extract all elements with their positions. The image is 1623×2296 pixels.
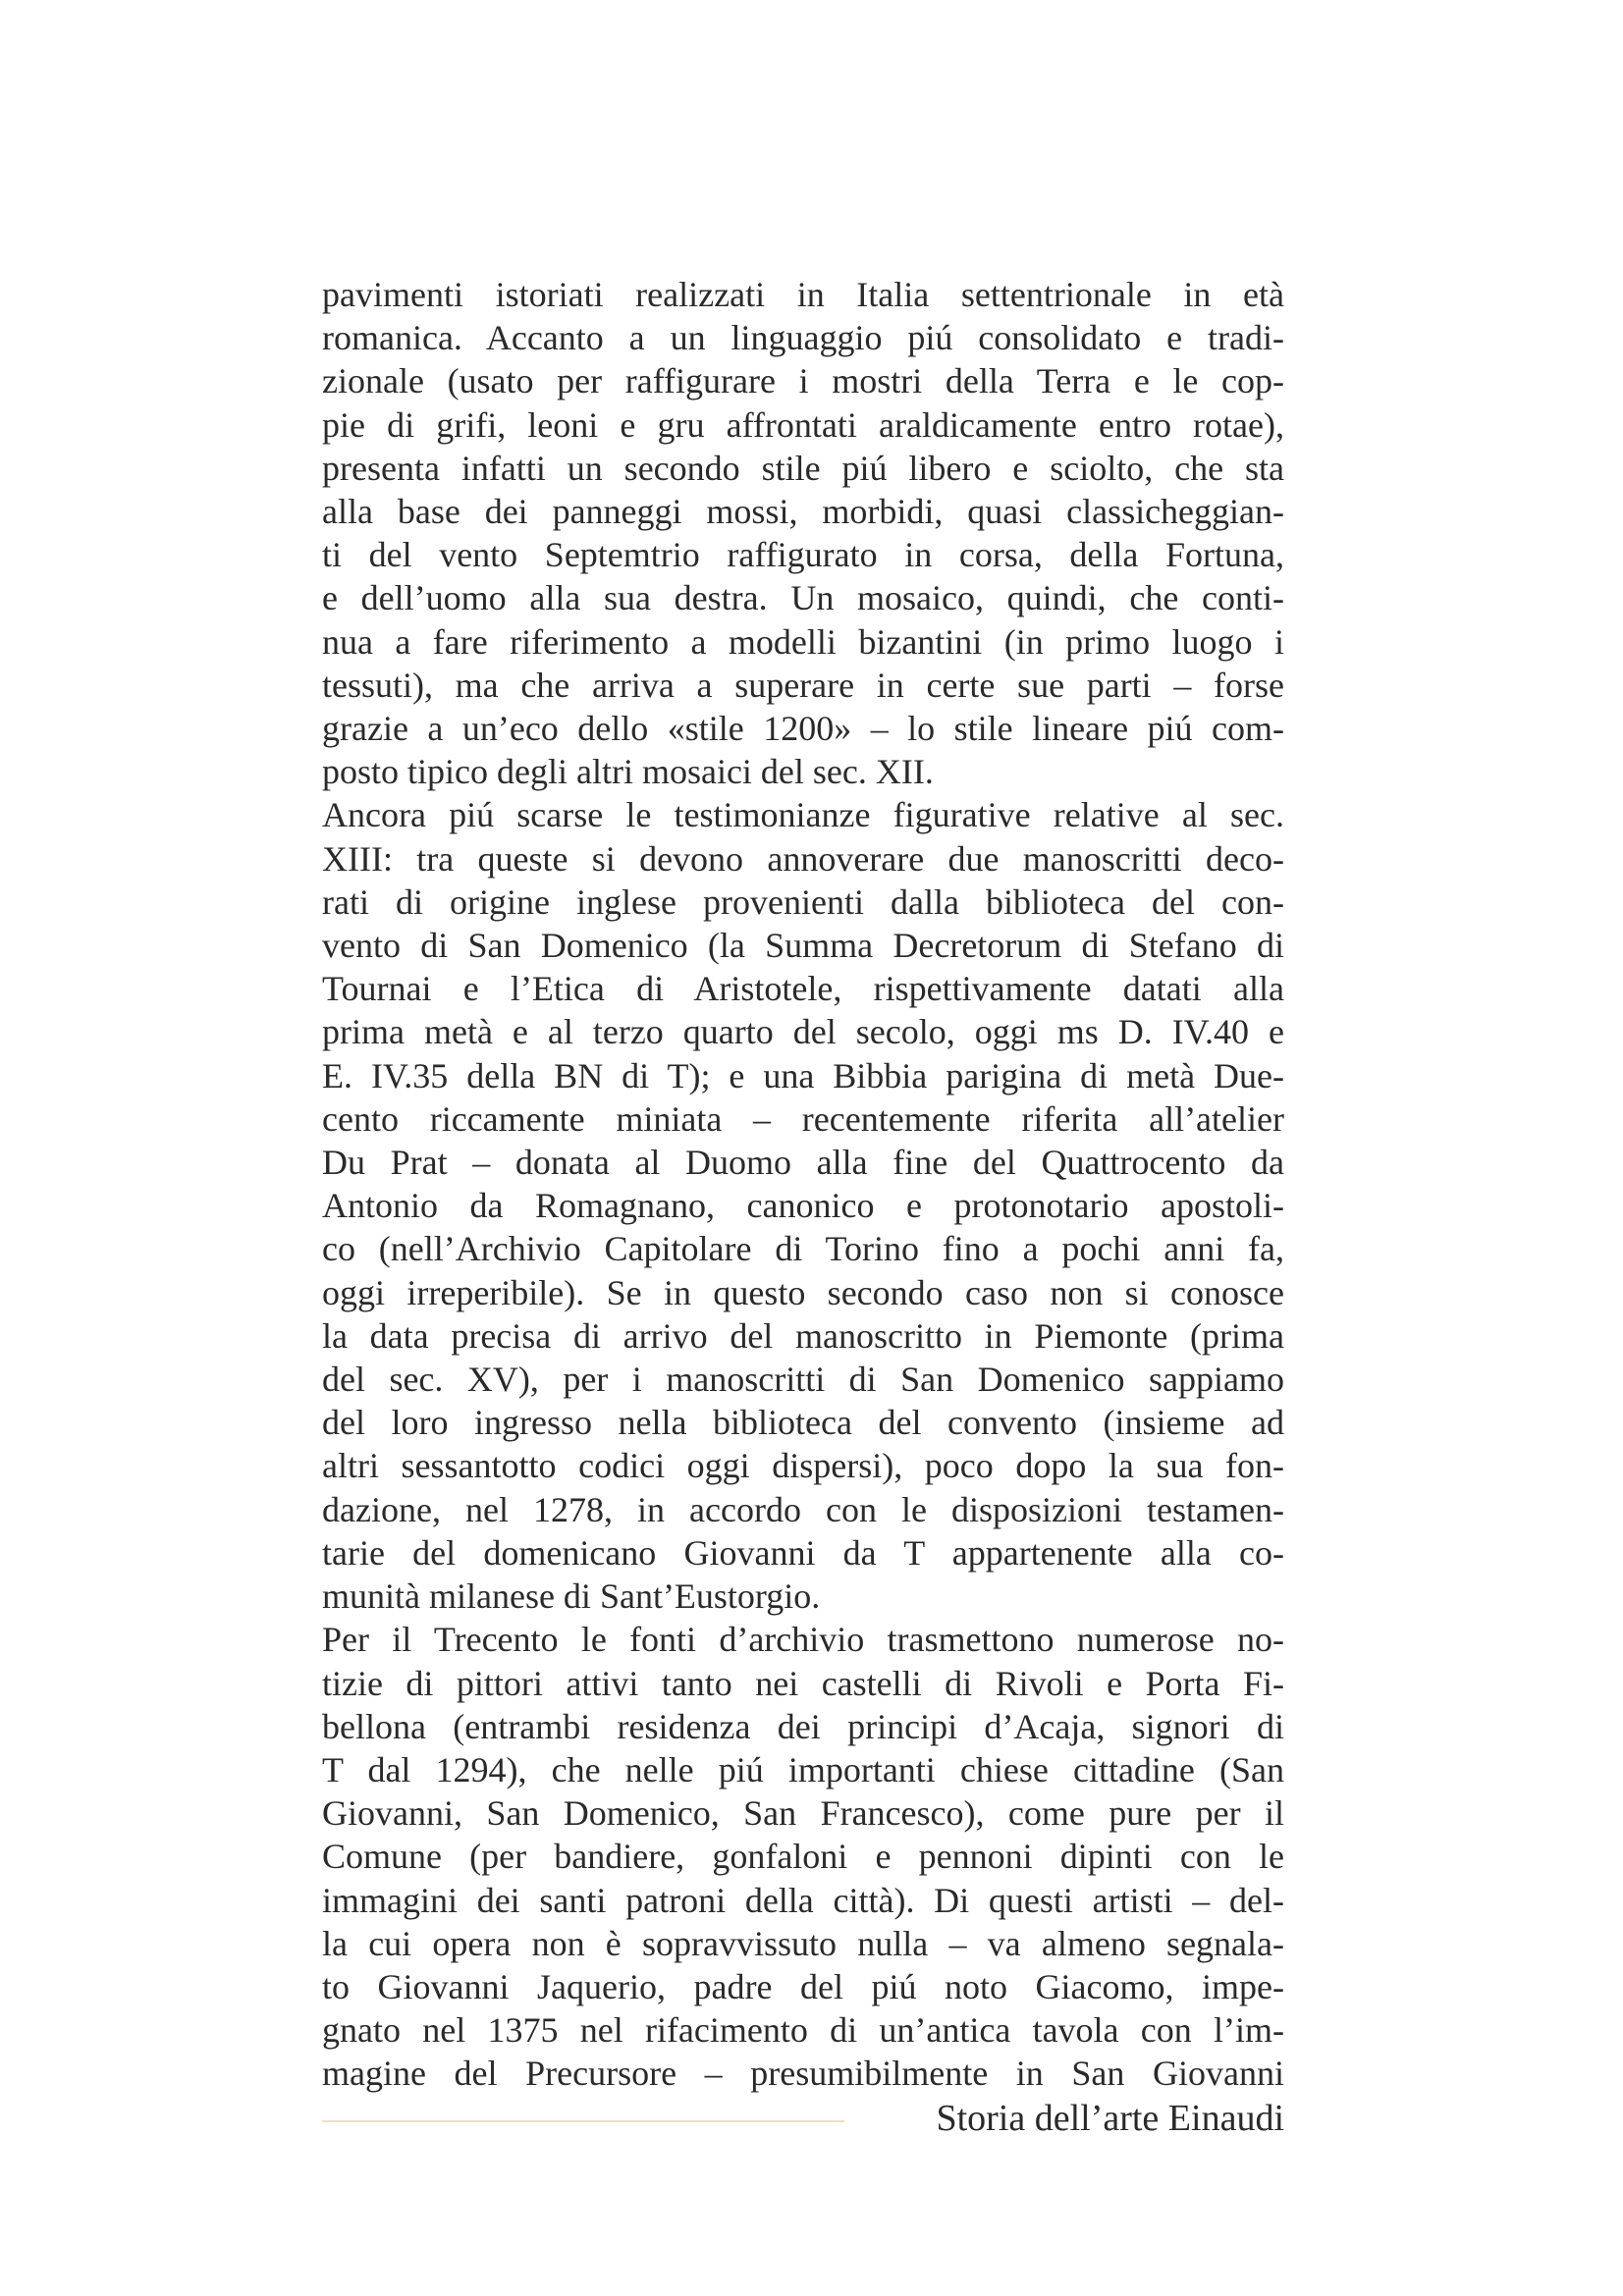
text-line: nua a fare riferimento a modelli bizantini (in primo luogo i <box>322 621 1284 662</box>
text-line: la data precisa di arrivo del manoscritto in Piemonte (prima <box>322 1315 1284 1356</box>
text-line: pavimenti istoriati realizzati in Italia settentrionale in età <box>322 275 1284 314</box>
text-line: Du Prat – donata al Duomo alla fine del Quattrocento da <box>322 1143 1284 1183</box>
text-line: tizie di pittori attivi tanto nei castelli di Rivoli e Porta Fi- <box>322 1663 1284 1703</box>
text-line: Ancora piú scarse le testimonianze figurative relative al sec. <box>322 795 1284 835</box>
text-line: grazie a un’eco dello «stile 1200» – lo stile lineare piú com- <box>322 709 1284 749</box>
text-line: XIII: tra queste si devono annoverare due manoscritti deco- <box>322 838 1284 879</box>
text-line: to Giovanni Jaquerio, padre del piú noto Giacomo, impe- <box>322 1966 1284 2006</box>
text-line: E. IV.35 della BN di T); e una Bibbia parigina di metà Due- <box>322 1055 1284 1095</box>
text-line: la cui opera non è sopravvissuto nulla – va almeno segnala- <box>322 1923 1284 1963</box>
text-line: immagini dei santi patroni della città). Di questi artisti – del- <box>322 1880 1284 1920</box>
text-line: Per il Trecento le fonti d’archivio trasmettono numerose no- <box>322 1620 1284 1660</box>
text-line: Comune (per bandiere, gonfaloni e pennoni dipinti con le <box>322 1837 1284 1877</box>
body-text <box>322 273 1284 2096</box>
text-line: altri sessantotto codici oggi dispersi), poco dopo la sua fon- <box>322 1446 1284 1486</box>
text-line: tarie del domenicano Giovanni da T appartenente alla co- <box>322 1532 1284 1573</box>
text-line: co (nell’Archivio Capitolare di Torino fino a pochi anni fa, <box>322 1229 1284 1269</box>
text-line: zionale (usato per raffigurare i mostri della Terra e le cop- <box>322 361 1284 401</box>
text-line: rati di origine inglese provenienti dalla biblioteca del con- <box>322 881 1284 922</box>
text-line: Giovanni, San Domenico, San Francesco), come pure per il <box>322 1793 1284 1834</box>
text-line: oggi irreperibile). Se in questo secondo caso non si conosce <box>322 1272 1284 1312</box>
footer-rule <box>322 2120 844 2122</box>
text-line: dazione, nel 1278, in accordo con le disposizioni testamen- <box>322 1489 1284 1529</box>
text-line: alla base dei panneggi mossi, morbidi, quasi classicheggian- <box>322 492 1284 532</box>
text-line: del sec. XV), per i manoscritti di San Domenico sappiamo <box>322 1360 1284 1400</box>
text-line: ti del vento Septemtrio raffigurato in corsa, della Fortuna, <box>322 535 1284 575</box>
text-line: e dell’uomo alla sua destra. Un mosaico, quindi, che conti- <box>322 578 1284 618</box>
text-line: Antonio da Romagnano, canonico e protonotario apostoli- <box>322 1186 1284 1226</box>
text-line: pie di grifi, leoni e gru affrontati araldicamente entro rotae), <box>322 404 1284 445</box>
footer-title: Storia dell’arte Einaudi <box>936 2098 1284 2139</box>
text-line: vento di San Domenico (la Summa Decretorum di Stefano di <box>322 926 1284 966</box>
text-line: Tournai e l’Etica di Aristotele, rispettivamente datati alla <box>322 969 1284 1009</box>
text-line: romanica. Accanto a un linguaggio piú consolidato e tradi- <box>322 318 1284 358</box>
text-line: posto tipico degli altri mosaici del sec. XII. <box>322 752 934 792</box>
text-line: munità milanese di Sant’Eustorgio. <box>322 1576 821 1617</box>
text-line: prima metà e al terzo quarto del secolo, oggi ms D. IV.40 e <box>322 1012 1284 1052</box>
text-line: T dal 1294), che nelle piú importanti chiese cittadine (San <box>322 1749 1284 1789</box>
text-line: magine del Precursore – presumibilmente in San Giovanni <box>322 2054 1284 2094</box>
text-line: bellona (entrambi residenza dei principi d’Acaja, signori di <box>322 1706 1284 1746</box>
text-line: cento riccamente miniata – recentemente riferita all’atelier <box>322 1098 1284 1139</box>
page-footer <box>322 2089 1284 2148</box>
text-line: del loro ingresso nella biblioteca del convento (insieme ad <box>322 1403 1284 1443</box>
text-line: gnato nel 1375 nel rifacimento di un’antica tavola con l’im- <box>322 2010 1284 2051</box>
text-line: tessuti), ma che arriva a superare in certe sue parti – forse <box>322 665 1284 705</box>
text-line: presenta infatti un secondo stile piú libero e sciolto, che sta <box>322 448 1284 488</box>
